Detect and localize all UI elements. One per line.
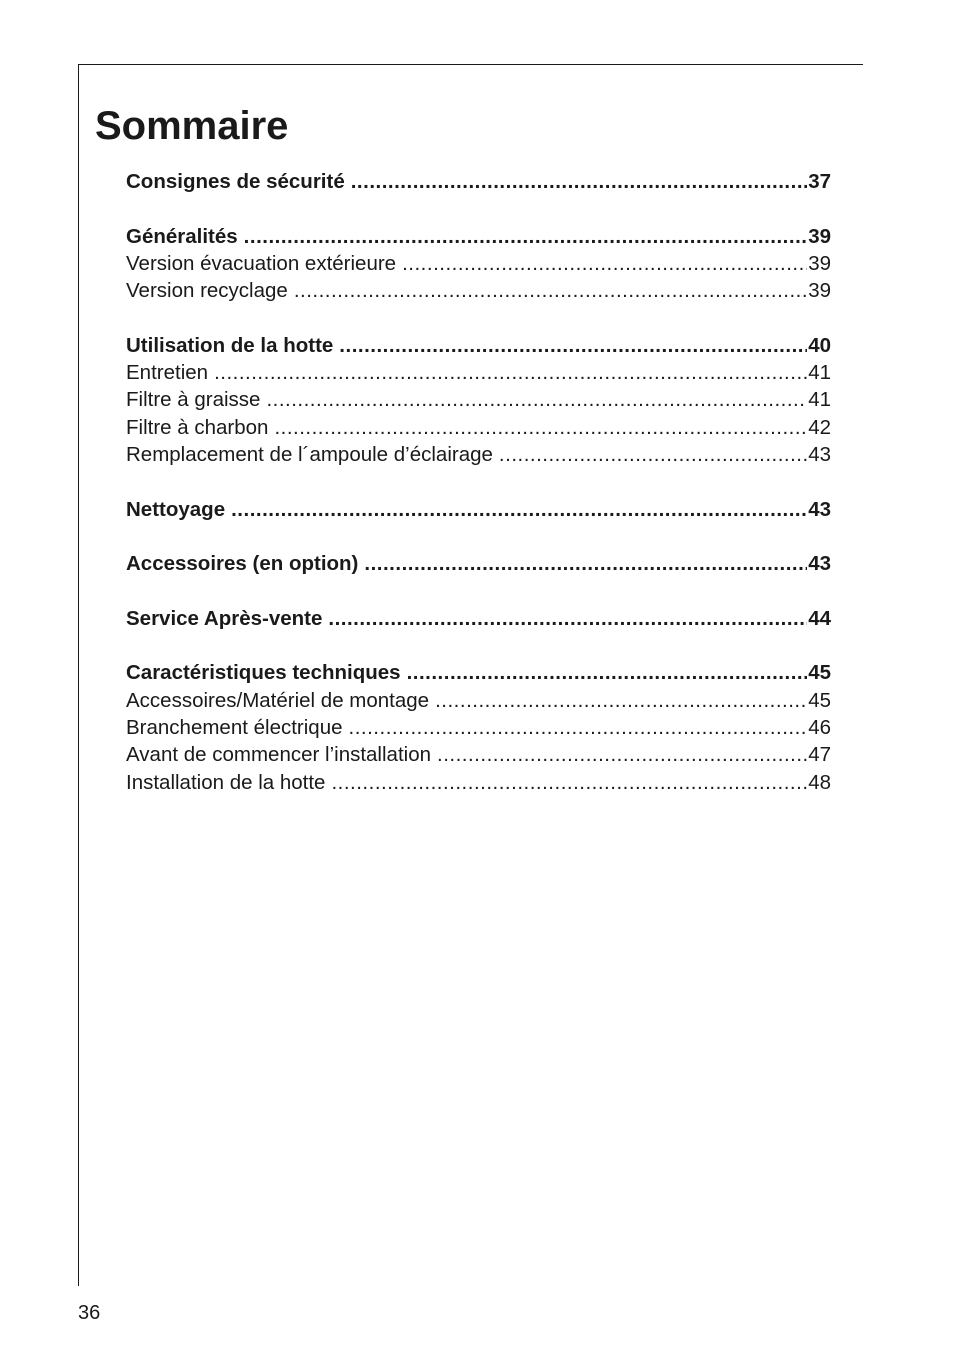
page-title: Sommaire bbox=[95, 104, 289, 148]
toc-entry-page: 41 bbox=[808, 388, 831, 412]
toc-entry-label: Version évacuation extérieure bbox=[126, 251, 397, 275]
toc-entry[interactable] bbox=[126, 277, 831, 304]
toc-entry-label: Filtre à charbon bbox=[126, 415, 269, 439]
toc-entry-page: 44 bbox=[808, 606, 831, 630]
dot-leader bbox=[325, 769, 807, 796]
toc-entry-label: Branchement électrique bbox=[126, 715, 343, 739]
toc-entry-label: Remplacement de l´ampoule d’éclairage bbox=[126, 442, 493, 466]
toc-entry-label: Accessoires (en option) bbox=[126, 552, 359, 576]
dot-leader bbox=[431, 741, 807, 768]
toc-entry-page: 47 bbox=[808, 743, 831, 767]
toc-entry[interactable] bbox=[126, 714, 831, 741]
dot-leader bbox=[333, 332, 807, 359]
toc-entry-label: Avant de commencer l’installation bbox=[126, 743, 431, 767]
toc-entry-page: 43 bbox=[808, 442, 831, 466]
toc-entry-page: 39 bbox=[808, 251, 831, 275]
table-of-contents bbox=[126, 168, 831, 796]
toc-entry-label: Version recyclage bbox=[126, 279, 288, 303]
dot-leader bbox=[343, 714, 807, 741]
toc-entry-page: 40 bbox=[808, 333, 831, 357]
dot-leader bbox=[401, 659, 807, 686]
toc-entry-page: 45 bbox=[808, 661, 831, 685]
page-number: 36 bbox=[78, 1302, 101, 1324]
toc-entry-label: Nettoyage bbox=[126, 497, 226, 521]
toc-entry-label: Installation de la hotte bbox=[126, 770, 326, 794]
toc-entry[interactable] bbox=[126, 223, 831, 250]
toc-entry-page: 39 bbox=[808, 224, 831, 248]
toc-entry[interactable] bbox=[126, 687, 831, 714]
toc-entry[interactable] bbox=[126, 359, 831, 386]
frame-left-rule bbox=[78, 64, 79, 1286]
toc-entry-label: Caractéristiques techniques bbox=[126, 661, 401, 685]
toc-entry-label: Filtre à graisse bbox=[126, 388, 261, 412]
toc-entry[interactable] bbox=[126, 332, 831, 359]
toc-entry[interactable] bbox=[126, 741, 831, 768]
toc-entry-page: 46 bbox=[808, 715, 831, 739]
toc-entry-label: Consignes de sécurité bbox=[126, 170, 345, 193]
toc-entry-label: Généralités bbox=[126, 224, 238, 248]
toc-entry[interactable] bbox=[126, 769, 831, 796]
toc-entry-label: Utilisation de la hotte bbox=[126, 333, 334, 357]
dot-leader bbox=[268, 414, 807, 441]
toc-entry[interactable] bbox=[126, 659, 831, 686]
toc-entry[interactable] bbox=[126, 441, 831, 468]
dot-leader bbox=[208, 359, 807, 386]
dot-leader bbox=[260, 386, 807, 413]
toc-entry-label: Accessoires/Matériel de montage bbox=[126, 688, 430, 712]
toc-entry-label: Service Après-vente bbox=[126, 606, 323, 630]
dot-leader bbox=[225, 496, 807, 523]
toc-entry[interactable] bbox=[126, 550, 831, 577]
dot-leader bbox=[358, 550, 807, 577]
toc-entry[interactable] bbox=[126, 386, 831, 413]
toc-entry[interactable] bbox=[126, 496, 831, 523]
dot-leader bbox=[345, 168, 807, 195]
toc-entry-page: 43 bbox=[808, 497, 831, 521]
dot-leader bbox=[493, 441, 807, 468]
dot-leader bbox=[396, 250, 807, 277]
toc-entry-page: 37 bbox=[808, 170, 831, 193]
dot-leader bbox=[288, 277, 807, 304]
toc-entry[interactable] bbox=[126, 414, 831, 441]
toc-entry-page: 42 bbox=[808, 415, 831, 439]
toc-entry[interactable] bbox=[126, 250, 831, 277]
toc-entry-page: 45 bbox=[808, 688, 831, 712]
dot-leader bbox=[429, 687, 807, 714]
toc-entry-page: 39 bbox=[808, 279, 831, 303]
dot-leader bbox=[238, 223, 807, 250]
toc-entry[interactable] bbox=[126, 605, 831, 632]
frame-top-rule bbox=[78, 64, 863, 65]
toc-entry-label: Entretien bbox=[126, 361, 209, 385]
toc-entry-page: 48 bbox=[808, 770, 831, 794]
toc-entry[interactable] bbox=[126, 168, 831, 195]
toc-entry-page: 41 bbox=[808, 361, 831, 385]
dot-leader bbox=[322, 605, 807, 632]
toc-entry-page: 43 bbox=[808, 552, 831, 576]
